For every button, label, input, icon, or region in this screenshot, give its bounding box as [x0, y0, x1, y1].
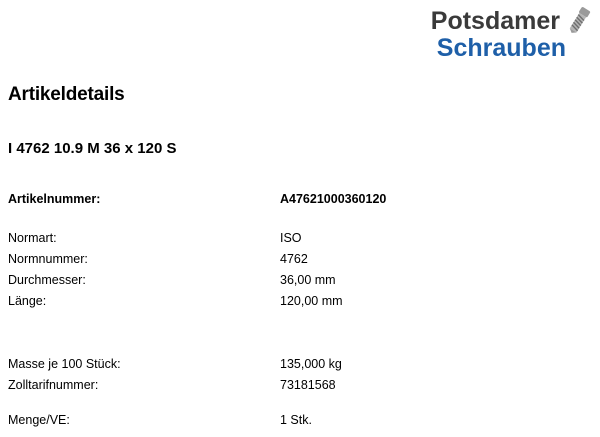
spec-label: Menge/VE:	[8, 413, 70, 427]
article-designation: I 4762 10.9 M 36 x 120 S	[8, 140, 177, 157]
spacer-row	[8, 210, 592, 228]
spec-label: Normart:	[8, 231, 57, 245]
spec-value: 36,00 mm	[280, 273, 336, 287]
spec-value: 73181568	[280, 378, 336, 392]
spec-value: A47621000360120	[280, 192, 387, 206]
spacer-cell	[8, 396, 592, 410]
spec-label: Länge:	[8, 294, 47, 308]
spec-row	[8, 228, 592, 249]
article-spec-table	[8, 189, 592, 431]
logo-word-schrauben: Schrauben	[436, 34, 566, 62]
spec-row	[8, 375, 592, 396]
spec-value: 135,000 kg	[280, 357, 342, 371]
logo-line-top	[431, 6, 592, 36]
spacer-cell	[8, 333, 592, 354]
spec-row	[8, 189, 592, 210]
spacer-cell	[8, 312, 592, 333]
spec-value: 4762	[280, 252, 308, 266]
spec-value: ISO	[280, 231, 302, 245]
spacer-cell	[8, 210, 592, 228]
spacer-row	[8, 396, 592, 410]
spec-label: Masse je 100 Stück:	[8, 357, 121, 371]
spec-label: Zolltarifnummer:	[8, 378, 99, 392]
spec-value: 1 Stk.	[280, 413, 312, 427]
page-title: Artikeldetails	[8, 84, 125, 105]
spec-label: Artikelnummer:	[8, 192, 101, 206]
screw-icon	[566, 6, 592, 36]
spec-row	[8, 249, 592, 270]
spacer-row	[8, 312, 592, 333]
spec-value: 120,00 mm	[280, 294, 343, 308]
spec-label: Normnummer:	[8, 252, 88, 266]
company-logo	[431, 6, 592, 61]
article-spec-table-body	[8, 189, 592, 431]
spec-row	[8, 291, 592, 312]
spec-label: Durchmesser:	[8, 273, 86, 287]
spec-row	[8, 354, 592, 375]
spec-row	[8, 270, 592, 291]
spec-row	[8, 410, 592, 431]
document-body	[8, 84, 592, 431]
logo-line-bottom	[431, 36, 592, 61]
logo-word-potsdamer: Potsdamer	[430, 6, 560, 35]
spacer-row	[8, 333, 592, 354]
